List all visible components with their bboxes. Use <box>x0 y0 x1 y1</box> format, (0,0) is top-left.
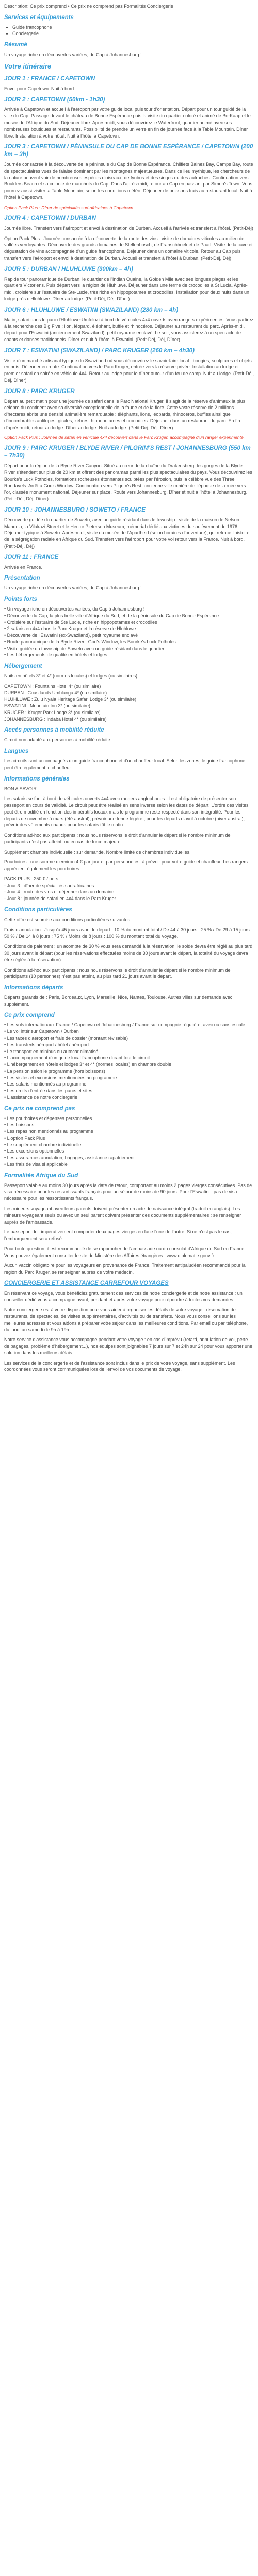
paragraph: Journée consacrée à la découverte de la péninsule du Cap de Bonne Espérance. Chilfiets Baines Bay, Camps Bay, route de spectaculaires vues de falaise dominant par les montagnes majestueuses. Dans ce lieu mythique, les chercheurs de la nature peuvent voir de nombreuses espèces d'oiseaux, de fynbos et des singes ou des autruches. Continuation vers Boulders Beach et sa colonie de manchots du Cap. Dans l'après-midi, retour au Cap en passant par Simon's Town. Vous pourrez aussi visiter la Table Mountain, selon les conditions météo. Déjeuner de poissons frais au restaurant local. Nuit à l'hôtel à Capetown. <box>4 162 253 200</box>
paragraph: Journée libre. Transfert vers l'aéroport et envol à destination de Durban. Accueil à l'arrivée et transfert à l'hôtel. (Petit-Déj) <box>4 225 253 231</box>
paragraph: Pourboires : une somme d'environ 4 € par jour et par personne est à prévoir pour votre guide et chauffeur. Les rangers apprécient également les pourboires. <box>4 859 248 872</box>
section-heading: Hébergement <box>4 663 42 670</box>
option-note: Option Pack Plus : Journée de safari en véhicule 4x4 découvert dans le Parc Kruger, accompagné d'un ranger expérimenté. <box>4 435 245 440</box>
section-heading: JOUR 3 : CAPETOWN / PÉNINSULE DU CAP DE BONNE ESPÉRANCE / CAPETOWN (200 km – 3h) <box>4 144 253 158</box>
section-heading: Informations départs <box>4 985 63 991</box>
section-heading: JOUR 2 : CAPETOWN (50km - 1h30) <box>4 96 105 103</box>
paragraph: En réservant ce voyage, vous bénéficiez gratuitement des services de notre conciergerie et de notre assistance : un conseiller dédié vous accompagne avant, pendant et après votre voyage pour répondre à toutes vos demandes. <box>4 1290 243 1302</box>
paragraph: Conditions de paiement : un acompte de 30 % vous sera demandé à la réservation, le solde devra être réglé au plus tard 30 jours avant le départ (pour les réservations effectuées moins de 30 jours avant le départ, la totalité du voyage devra être réglée à la réservation). <box>4 944 253 962</box>
section-heading: Résumé <box>4 42 27 48</box>
paragraph: Circuit non adapté aux personnes à mobilité réduite. <box>4 737 112 743</box>
paragraph: Supplément chambre individuelle : sur demande. Nombre limité de chambres individuelles. <box>4 849 191 855</box>
paragraph: CAPETOWN : Fountains Hotel 4* (ou similaire) DURBAN : Coastlands Umhlanga 4* (ou similaire) HLUHLUWE : Zulu Nyala Heritage Safari Lodge 3* (ou similaire) ESWATINI : Mountain Inn 3* (ou similaire) KRUGER : Kruger Park Lodge 3* (ou similaire) JOHANNESBURG : Indaba Hotel 4* (ou similaire) <box>4 683 137 722</box>
section-heading: Points forts <box>4 596 37 603</box>
paragraph: Matin, safari dans le parc d'Hluhluwe-Umfolozi à bord de véhicules 4x4 ouverts avec rangers expérimentés. Vous partirez à la recherche des Big Five : lion, léopard, éléphant, buffle et rhinocéros. Déjeuner au restaurant du parc. Après-midi, départ pour l'Eswatini (anciennement Swaziland), petit royaume enclavé. Le soir, vous assisterez à un spectacle de chants et danses traditionnels. Dîner et nuit à l'hôtel à Eswatini. (Petit-Déj, Déj, Dîner) <box>4 317 253 342</box>
paragraph: Frais d'annulation : Jusqu'à 45 jours avant le départ : 10 % du montant total / De 44 à 30 jours : 25 % / De 29 à 15 jours : 50 % / De 14 à 8 jours : 75 % / Moins de 8 jours : 100 % du montant total du voyage. <box>4 927 252 939</box>
paragraph: Option Pack Plus : Journée consacrée à la découverte de la route des vins : visite de domaines viticoles au milieu de vallées verdoyantes. Découverte des grands domaines de Stellenbosch, de Franschhoek et de Paarl. Visite de la cave et dégustation de vins accompagnée d'un guide francophone. Déjeuner dans un domaine viticole. Retour au Cap puis transfert vers l'aéroport et envol à destination de Durban. Accueil et transfert à l'hôtel à Durban. (Petit-Déj, Déj) <box>4 235 253 261</box>
option-note: Option Pack Plus : Dîner de spécialités sud-africaines à Capetown. <box>4 205 135 210</box>
paragraph: Le passeport doit impérativement comporter deux pages vierges en face l'une de l'autre. Si ce n'est pas le cas, l'embarquement sera refusé. <box>4 1229 232 1242</box>
paragraph: Un voyage riche en découvertes variées, du Cap à Johannesburg ! <box>4 585 142 591</box>
paragraph: Pour toute question, il est recommandé de se rapprocher de l'ambassade ou du consulat d'Afrique du Sud en France. Vous pouvez également consulter le site du Ministère des Affaires étrangères : www.diplomatie.gouv.fr <box>4 1246 246 1258</box>
list-item: • Guide francophone <box>12 24 254 31</box>
paragraph: Description: Ce prix comprend • Ce prix ne comprend pas Formalités Conciergerie <box>4 4 173 9</box>
bullet-list <box>4 24 254 38</box>
paragraph: Les mineurs voyageant avec leurs parents doivent présenter un acte de naissance intégral (traduit en anglais). Les mineurs voyageant seuls ou avec un seul parent doivent présenter des documents supplémentaires : se renseigner auprès de l'ambassade. <box>4 1206 241 1225</box>
paragraph: Passeport valable au moins 30 jours après la date de retour, comportant au moins 2 pages vierges consécutives. Pas de visa nécessaire pour les ressortissants français pour un séjour de moins de 90 jours. Pour l'Eswatini : pas de visa nécessaire pour les ressortissants français. <box>4 1182 252 1201</box>
paragraph: Rapide tour panoramique de Durban, le quartier de l'Indian Ouaine, la Golden Mile avec ses longues plages et les quartiers Victoriens. Puis départ vers la région de Hluhluwe. Déjeuner dans une ferme de crocodiles à St Lucia. Après-midi, croisière sur l'estuaire de Ste-Lucie, très riche en hippopotames et crocodiles. Installation pour deux nuits dans un lodge près d'Hluhluwe. Dîner au lodge. (Petit-Déj, Déj, Dîner) <box>4 276 249 301</box>
paragraph: PACK PLUS : 250 € / pers. - Jour 3 : dîner de spécialités sud-africaines - Jour 4 : route des vins et déjeuner dans un domaine - Jour 8 : journée de safari en 4x4 dans le Parc Kruger <box>4 876 116 902</box>
paragraph: Arrivée à Capetown et accueil à l'aéroport par votre guide local puis tour d'orientation. Départ pour un tour guidé de la ville du Cap. Passage devant le château de Bonne Espérance puis la visite du quartier coloré et animé de Bo-Kaap et le musée de l'Afrique du Sud. Déjeuner libre. Après-midi, vous découvrirez le Waterfront, quartier animé avec ses nombreuses boutiques et restaurants. Possibilité de prendre un verre en fin de journée face à la Table Mountain. Dîner libre. Installation à votre hôtel. Nuit à l'hôtel à Capetown. <box>4 107 251 139</box>
paragraph: Découverte guidée du quartier de Soweto, avec un guide résidant dans le township : visite de la maison de Nelson Mandela, la Vilakazi Street et le Hector Pieterson Museum, mémorial dédié aux victimes du soulèvement de 1976. Déjeuner typique à Soweto. Après-midi, visite du musée de l'Apartheid (selon horaires d'ouverture), qui retrace l'histoire de la ségrégation raciale en Afrique du Sud. Transfert vers l'aéroport pour votre vol retour vers la France. Nuit à bord. (Petit-Déj, Déj) <box>4 517 250 549</box>
paragraph: Les services de la conciergerie et de l'assistance sont inclus dans le prix de votre voyage, sans supplément. Les coordonnées vous seront communiquées lors de l'envoi de vos documents de voyage. <box>4 1360 235 1372</box>
section-heading: JOUR 9 : PARC KRUGER / BLYDE RIVER / PILGRIM'S REST / JOHANNESBURG (550 km – 7h30) <box>4 445 251 460</box>
paragraph: Les circuits sont accompagnés d'un guide francophone et d'un chauffeur local. Selon les zones, le guide francophone peut être également le chauffeur. <box>4 758 246 770</box>
paragraph: Envol pour Capetown. Nuit à bord. <box>4 86 75 91</box>
paragraph: Conditions ad-hoc aux participants : nous nous réservons le droit d'annuler le départ si le nombre minimum de participants (10 personnes) n'est pas atteint, au plus tard 21 jours avant le départ. <box>4 967 231 979</box>
list-item: • Conciergerie <box>12 30 254 37</box>
section-heading: Ce prix comprend <box>4 1012 55 1019</box>
section-heading: Présentation <box>4 575 40 582</box>
paragraph: Conditions ad-hoc aux participants : nous nous réservons le droit d'annuler le départ si le nombre minimum de participants n'est pas atteint, ou en cas de force majeure. <box>4 833 231 844</box>
section-heading: Ce prix ne comprend pas <box>4 1105 75 1112</box>
paragraph: Départ au petit matin pour une journée de safari dans le Parc National Kruger. Il s'agit de la réserve d'animaux la plus célèbre du continent avec sa diversité exceptionnelle de la faune et de la flore. Cette vaste réserve de 2 millions d'hectares abrite une densité animalière remarquable : éléphants, lions, léopards, rhinocéros, buffles ainsi que d'innombrables antilopes, girafes, zèbres, hippopotames et crocodiles. Déjeuner dans un restaurant du parc. En fin d'après-midi, retour au lodge. Dîner au lodge. Nuit au lodge. (Petit-Déj, Déj, Dîner) <box>4 398 246 430</box>
paragraph: Notre conciergerie est à votre disposition pour vous aider à organiser les détails de votre voyage : réservation de restaurants, de spectacles, de visites supplémentaires, d'activités ou de transferts. Nous vous conseillons sur les meilleures adresses et vous aidons à préparer votre séjour dans les meilleures conditions. Par email ou par téléphone, du lundi au samedi de 9h à 19h. <box>4 1307 248 1332</box>
section-heading: JOUR 1 : FRANCE / CAPETOWN <box>4 75 95 82</box>
paragraph: Notre service d'assistance vous accompagne pendant votre voyage : en cas d'imprévu (retard, annulation de vol, perte de bagages, problème d'hébergement...), nos équipes sont joignables 7 jours sur 7 et 24h sur 24 pour vous apporter une solution dans les meilleurs délais. <box>4 1337 253 1355</box>
section-heading: JOUR 4 : CAPETOWN / DURBAN <box>4 215 96 222</box>
section-heading: Conditions particulières <box>4 907 72 913</box>
section-heading: CONCIERGERIE ET ASSISTANCE CARREFOUR VOYAGES <box>4 1280 169 1286</box>
section-heading: JOUR 8 : PARC KRUGER <box>4 388 75 395</box>
paragraph: • Un voyage riche en découvertes variées, du Cap à Johannesburg ! • Découverte du Cap, la plus belle ville d'Afrique du Sud, et de la péninsule du Cap de Bonne Espérance • Croisière sur l'estuaire de Ste Lucie, riche en hippopotames et crocodiles • 2 safaris en 4x4 dans le Parc Kruger et la réserve de Hluhluwe • Découverte de l'Eswatini (ex-Swaziland), petit royaume enclavé • Route panoramique de la Blyde River : God's Window, les Bourke's Luck Potholes • Visite guidée du township de Soweto avec un guide résidant dans le quartier • Les hébergements de qualité en hôtels et lodges <box>4 606 219 658</box>
paragraph: Arrivée en France. <box>4 564 43 570</box>
paragraph: Un voyage riche en découvertes variées, du Cap à Johannesburg ! <box>4 52 142 58</box>
paragraph: Départs garantis de : Paris, Bordeaux, Lyon, Marseille, Nice, Nantes, Toulouse. Autres villes sur demande avec supplément. <box>4 995 233 1007</box>
paragraph: Les safaris se font à bord de véhicules ouverts 4x4 avec rangers anglophones. Il est obligatoire de présenter son passeport en cours de validité. Le circuit peut être réalisé en sens inverse selon les dates de départ. L'ordre des visites peut être modifié en fonction des impératifs locaux mais le programme reste respecté dans son intégralité. Pour les départs de novembre à mars (été austral), prévoir une tenue légère ; pour les départs d'avril à octobre (hiver austral), prévoir des vêtements chauds pour les safaris tôt le matin. <box>4 796 249 828</box>
section-heading: Informations générales <box>4 775 70 782</box>
paragraph: BON A SAVOIR <box>4 786 37 791</box>
paragraph: Nuits en hôtels 3* et 4* (normes locales) et lodges (ou similaires) : <box>4 673 140 679</box>
section-heading: JOUR 10 : JOHANNESBURG / SOWETO / FRANCE <box>4 506 146 513</box>
section-heading: Formalités Afrique du Sud <box>4 1172 78 1179</box>
paragraph: Aucun vaccin obligatoire pour les voyageurs en provenance de France. Traitement antipaludéen recommandé pour la région du Parc Kruger, se renseigner auprès de votre médecin. <box>4 1263 246 1275</box>
paragraph: • Les pourboires et dépenses personnelles • Les boissons • Les repas non mentionnés au programme • L'option Pack Plus • Le supplément chambre individuelle • Les excursions optionnelles • Les assurances annulation, bagages, assistance rapatriement • Les frais de visa si applicable <box>4 1115 135 1167</box>
paragraph: Cette offre est soumise aux conditions particulières suivantes : <box>4 917 133 922</box>
section-heading: Langues <box>4 748 29 755</box>
section-heading: JOUR 11 : FRANCE <box>4 554 59 561</box>
section-heading: JOUR 7 : ESWATINI (SWAZILAND) / PARC KRUGER (260 km – 4h30) <box>4 347 195 354</box>
section-heading: Accès personnes à mobilité réduite <box>4 727 104 734</box>
paragraph: • Les vols internationaux France / Capetown et Johannesburg / France sur compagnie régulière, avec ou sans escale • Le vol intérieur Capetown / Durban • Les taxes d'aéroport et frais de dossier (montant révisable) • Les transferts aéroport / hôtel / aéroport • Le transport en minibus ou autocar climatisé • L'accompagnement d'un guide local francophone durant tout le circuit • L'hébergement en hôtels et lodges 3* et 4* (normes locales) en chambre double • La pension selon le programme (hors boissons) • Les visites et excursions mentionnées au programme • Les safaris mentionnés au programme • Les droits d'entrée dans les parcs et sites • L'assistance de notre conciergerie <box>4 1022 245 1100</box>
paragraph: Visite d'un marché artisanal typique du Swaziland où vous découvrirez le savoir-faire local : bougies, sculptures et objets en bois. Déjeuner en route. Continuation vers le Parc Kruger, entrée vers la réserve privée. Installation au lodge et premier safari en soirée en véhicule 4x4. Retour au lodge pour le dîner autour d'un feu de camp. Nuit au lodge. (Petit-Déj, Déj, Dîner) <box>4 358 254 383</box>
section-heading: JOUR 6 : HLUHLUWE / ESWATINI (SWAZILAND) (280 km – 4h) <box>4 307 179 313</box>
paragraph: Départ pour la région de la Blyde River Canyon. Situé au cœur de la chaîne du Drakensberg, les gorges de la Blyde River s'étendent sur plus de 20 km et offrent des panoramas parmi les plus spectaculaires du pays. Vous découvrirez les Bourke's Luck Potholes, formations rocheuses étonnantes sculptées par l'érosion, puis la célèbre vue des Three Rondavels. Arrêt à God's Window. Continuation vers Pilgrim's Rest, ancienne ville minière de l'époque de la ruée vers l'or, classée monument national. Déjeuner sur place. Route vers Johannesburg. Dîner et nuit à l'hôtel à Johannesburg. (Petit-Déj, Déj, Dîner) <box>4 463 252 502</box>
section-heading: Services et équipements <box>4 14 74 21</box>
section-heading: JOUR 5 : DURBAN / HLUHLUWE (300km – 4h) <box>4 266 133 273</box>
section-heading: Votre itinéraire <box>4 62 52 70</box>
